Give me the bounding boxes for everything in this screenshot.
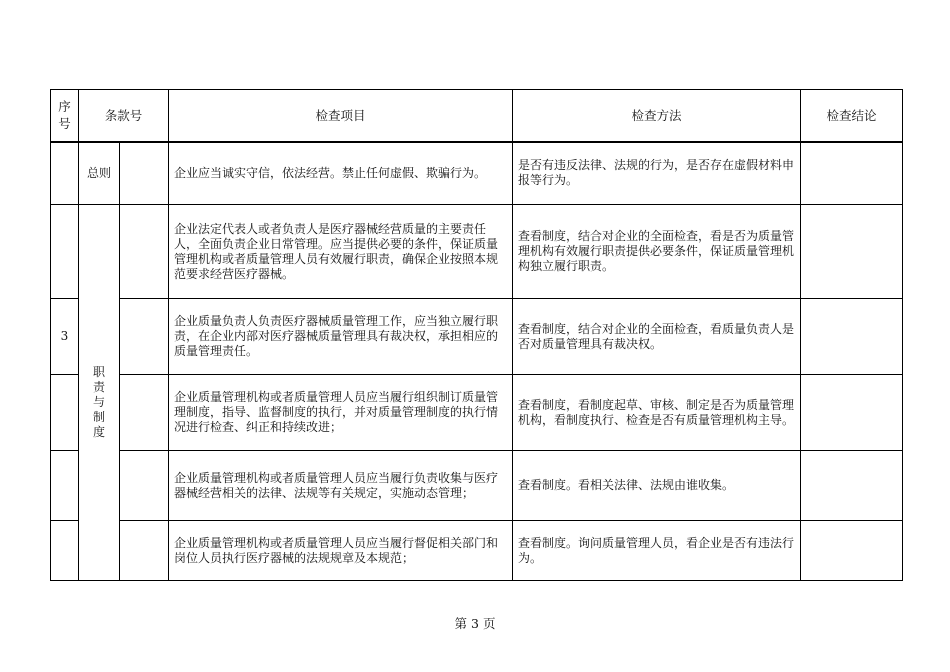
clause-cell [120, 299, 169, 375]
section-duties: 职责与制度 [79, 205, 120, 581]
method-cell: 查看制度，结合对企业的全面检查，看是否为质量管理机构有效履行职责提供必要条件，保证质量管理机构独立履行职责。 [513, 205, 801, 299]
result-cell [801, 205, 903, 299]
method-cell: 查看制度，看制度起草、审核、制定是否为质量管理机构，看制度执行、检查是否有质量管理机构主导。 [513, 375, 801, 451]
table-row [51, 205, 903, 299]
inspection-table [50, 89, 903, 581]
item-cell: 企业质量管理机构或者质量管理人员应当履行组织制订质量管理制度，指导、监督制度的执行，并对质量管理制度的执行情况进行检查、纠正和持续改进； [169, 375, 513, 451]
header-result: 检查结论 [801, 90, 903, 142]
method-cell: 查看制度。看相关法律、法规由谁收集。 [513, 451, 801, 521]
seq-cell: 3 [51, 299, 79, 375]
method-cell: 查看制度。询问质量管理人员，看企业是否有违法行为。 [513, 521, 801, 581]
result-cell [801, 375, 903, 451]
section-general: 总则 [79, 142, 120, 205]
clause-cell [120, 375, 169, 451]
clause-cell [120, 205, 169, 299]
seq-cell [51, 142, 79, 205]
header-clause: 条款号 [79, 90, 169, 142]
table-row [51, 299, 903, 375]
result-cell [801, 451, 903, 521]
table-row [51, 451, 903, 521]
clause-cell [120, 451, 169, 521]
result-cell [801, 299, 903, 375]
result-cell [801, 142, 903, 205]
item-cell: 企业应当诚实守信，依法经营。禁止任何虚假、欺骗行为。 [169, 142, 513, 205]
result-cell [801, 521, 903, 581]
item-cell: 企业质量管理机构或者质量管理人员应当履行负责收集与医疗器械经营相关的法律、法规等有关规定，实施动态管理； [169, 451, 513, 521]
table-row [51, 142, 903, 205]
header-seq: 序号 [51, 90, 79, 142]
method-cell: 是否有违反法律、法规的行为，是否存在虚假材料申报等行为。 [513, 142, 801, 205]
table-row [51, 521, 903, 581]
clause-cell [120, 142, 169, 205]
item-cell: 企业质量负责人负责医疗器械质量管理工作，应当独立履行职责，在企业内部对医疗器械质量管理具有裁决权，承担相应的质量管理责任。 [169, 299, 513, 375]
header-item: 检查项目 [169, 90, 513, 142]
method-cell: 查看制度，结合对企业的全面检查，看质量负责人是否对质量管理具有裁决权。 [513, 299, 801, 375]
table-header-row [51, 90, 903, 142]
seq-cell [51, 451, 79, 521]
header-method: 检查方法 [513, 90, 801, 142]
clause-cell [120, 521, 169, 581]
table-row [51, 375, 903, 451]
page-number: 第 3 页 [454, 616, 496, 631]
item-cell: 企业质量管理机构或者质量管理人员应当履行督促相关部门和岗位人员执行医疗器械的法规规章及本规范； [169, 521, 513, 581]
seq-cell [51, 205, 79, 299]
seq-cell [51, 521, 79, 581]
seq-cell [51, 375, 79, 451]
item-cell: 企业法定代表人或者负责人是医疗器械经营质量的主要责任人，全面负责企业日常管理。应当提供必要的条件，保证质量管理机构或者质量管理人员有效履行职责，确保企业按照本规范要求经营医疗器械。 [169, 205, 513, 299]
